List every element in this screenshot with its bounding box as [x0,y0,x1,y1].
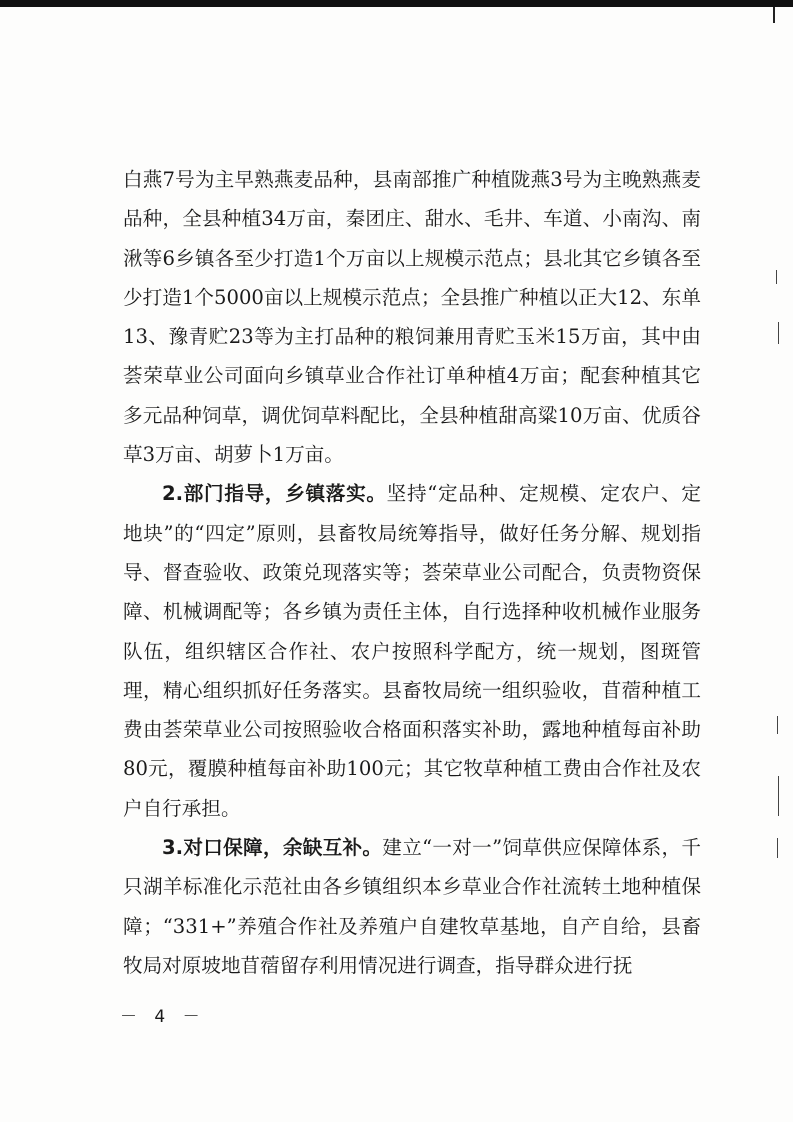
paragraph-continuation [123,160,701,474]
scan-margin-mark [777,838,778,858]
paragraph-text: 建立“一对一”饲草供应保障体系，千只湖羊标准化示范社由各乡镇组织本乡草业合作社流转土地种植保障；“331+”养殖合作社及养殖户自建牧草基地，自产自给，县畜牧局对原坡地苜蓿留存利用情况进行调查，指导群众进行抚 [123,836,701,977]
document-body [123,160,701,985]
paragraph-text: 坚持“定品种、定规模、定农户、定地块”的“四定”原则，县畜牧局统筹指导，做好任务分解、规划指导、督查验收、政策兑现落实等；荟荣草业公司配合，负责物资保障、机械调配等；各乡镇为责任主体，自行选择种收机械作业服务队伍，组织辖区合作社、农户按照科学配方，统一规划，图斑管理，精心组织抓好任务落实。县畜牧局统一组织验收，苜蓿种植工费由荟荣草业公司按照验收合格面积落实补助，露地种植每亩补助80元，覆膜种植每亩补助100元；其它牧草种植工费由合作社及农户自行承担。 [123,482,701,820]
page-number: － 4 － [120,1007,206,1027]
scan-margin-mark [777,716,778,734]
paragraph-department-guidance [123,474,701,828]
paragraph-heading: 3.对口保障，余缺互补。 [162,836,383,860]
paragraph-text: 白燕7号为主早熟燕麦品种，县南部推广种植陇燕3号为主晚熟燕麦品种，全县种植34万亩，秦团庄、甜水、毛井、车道、小南沟、南湫等6乡镇各至少打造1个万亩以上规模示范点；县北其它乡镇各至少打造1个5000亩以上规模示范点；全县推广种植以正大12、东单13、豫青贮23等为主打品种的粮饲兼用青贮玉米15万亩，其中由荟荣草业公司面向乡镇草业合作社订单种植4万亩；配套种植其它多元品种饲草，调优饲草料配比，全县种植甜高粱10万亩、优质谷草3万亩、胡萝卜1万亩。 [123,168,701,467]
scan-top-edge [0,0,793,7]
scan-margin-mark [776,270,777,284]
scan-corner-mark [773,7,775,23]
scan-margin-mark [778,322,779,344]
paragraph-supply-guarantee [123,828,701,985]
paragraph-heading: 2.部门指导，乡镇落实。 [162,482,387,506]
scan-margin-mark [778,776,779,816]
